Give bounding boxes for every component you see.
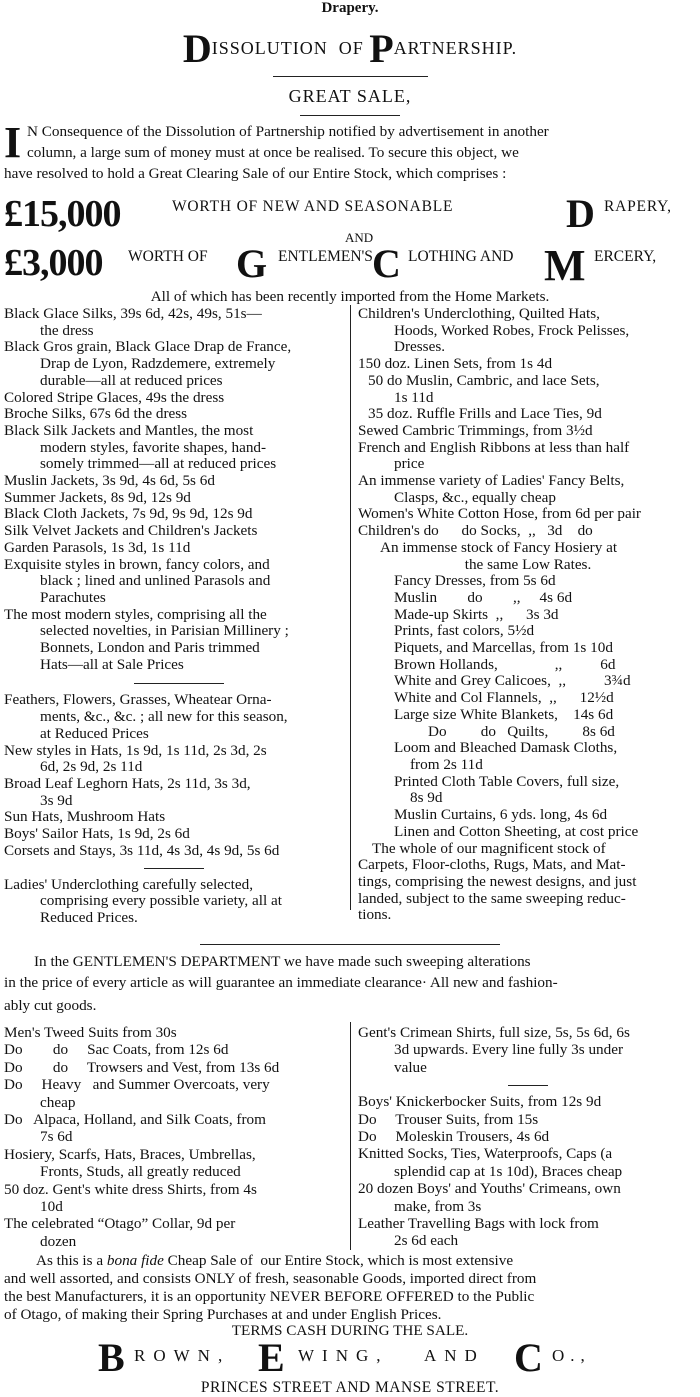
- gents-line-3: ably cut goods.: [4, 997, 97, 1014]
- list-item: Muslin Jackets, 3s 9d, 4s 6d, 5s 6d: [4, 472, 215, 490]
- list-item: The most modern styles, comprising all the: [4, 605, 267, 623]
- list-item: value: [394, 1058, 427, 1076]
- list-item: Dresses.: [394, 338, 446, 356]
- list-item: White and Col Flannels, ,, 12½d: [394, 689, 614, 707]
- clothing-dropcap-c: C: [372, 241, 401, 286]
- list-item: Drap de Lyon, Radzdemere, extremely: [40, 355, 276, 373]
- list-item: the dress: [40, 321, 94, 339]
- list-item: price: [394, 455, 425, 473]
- list-item: Large size White Blankets, 14s 6d: [394, 705, 614, 723]
- and-label: AND: [345, 230, 374, 245]
- headline-drapery: [4, 192, 121, 236]
- list-item: Ladies' Underclothing carefully selected,: [4, 875, 254, 893]
- subtitle-rule: [300, 115, 400, 116]
- list-item: Do do Sac Coats, from 12s 6d: [4, 1041, 229, 1059]
- clothing-dropcap-m: M: [544, 241, 586, 290]
- gents-line-1: In the GENTLEMEN'S DEPARTMENT we have made such sweeping alterations: [34, 953, 531, 970]
- list-item: Garden Parasols, 1s 3d, 1s 11d: [4, 538, 191, 556]
- firm-co: O.,: [552, 1346, 591, 1365]
- terms-line: TERMS CASH DURING THE SALE.: [231, 1322, 469, 1339]
- list-item: durable—all at reduced prices: [40, 371, 223, 389]
- intro-line-3: have resolved to hold a Great Clearing Sale of our Entire Stock, which comprises :: [4, 165, 507, 182]
- list-item: selected novelties, in Parisian Millinery ;: [40, 622, 289, 640]
- list-item: cheap: [40, 1093, 76, 1111]
- list-item: 6d, 2s 9d, 2s 11d: [40, 758, 143, 776]
- list-item: 35 doz. Ruffle Frills and Lace Ties, 9d: [368, 405, 602, 423]
- list-item: Reduced Prices.: [40, 908, 138, 926]
- clothing-text-d: ERCERY,: [594, 248, 657, 265]
- imported-line: All of which has been recently imported from the Home Markets.: [150, 288, 550, 305]
- gents-right-rule: [508, 1076, 548, 1086]
- closing-line-3: the best Manufacturers, it is an opportunity NEVER BEFORE OFFERED to the Public: [4, 1288, 535, 1305]
- list-item: 7s 6d: [40, 1128, 73, 1146]
- list-item: the same Low Rates.: [464, 555, 592, 573]
- left-col-rule-2: [144, 860, 204, 869]
- section-rule: [200, 944, 500, 945]
- list-item: somely trimmed—all at reduced prices: [40, 455, 277, 473]
- list-item: Do Heavy and Summer Overcoats, very: [4, 1076, 270, 1094]
- title-dropcap-d: D: [182, 26, 212, 71]
- list-item: 50 do Muslin, Cambric, and lace Sets,: [368, 371, 600, 389]
- list-item: Do Trouser Suits, from 15s: [358, 1110, 539, 1128]
- list-item: splendid cap at 1s 10d), Braces cheap: [394, 1162, 623, 1180]
- list-item: Silk Velvet Jackets and Children's Jackets: [4, 522, 258, 540]
- list-item: Loom and Bleached Damask Cloths,: [394, 739, 618, 757]
- closing-line-4: of Otago, of making their Spring Purchases at and under English Prices.: [4, 1306, 442, 1323]
- list-item: dozen: [40, 1232, 77, 1250]
- list-item: Do Moleskin Trousers, 4s 6d: [358, 1128, 550, 1146]
- section-label: Drapery.: [321, 0, 379, 16]
- list-item: Muslin do ,, 4s 6d: [394, 588, 573, 606]
- clothing-dropcap-g: G: [236, 241, 268, 286]
- list-item: Women's White Cotton Hose, from 6d per pair: [358, 505, 641, 523]
- closing-line-1: [36, 1252, 513, 1270]
- list-item: Do do Trowsers and Vest, from 13s 6d: [4, 1058, 280, 1076]
- title-part1: ISSOLUTION OF: [211, 38, 370, 58]
- clothing-text-b: ENTLEMEN'S: [278, 248, 377, 265]
- list-item: comprising every possible variety, all at: [40, 892, 282, 910]
- title-dropcap-p: P: [369, 26, 394, 71]
- intro-line-1: N Consequence of the Dissolution of Partnership notified by advertisement in another: [27, 123, 549, 140]
- title-dissolution: [0, 25, 700, 69]
- list-item: Muslin Curtains, 6 yds. long, 4s 6d: [394, 806, 608, 824]
- gents-left-column: [4, 1024, 344, 1250]
- list-item: Piquets, and Marcellas, from 1s 10d: [394, 639, 613, 657]
- list-item: Made-up Skirts ,, 3s 3d: [394, 605, 559, 623]
- list-item: tions.: [358, 906, 392, 924]
- list-item: Do do Quilts, 8s 6d: [428, 722, 615, 740]
- intro-dropcap: I: [4, 118, 22, 167]
- closing-line-2: and well assorted, and consists ONLY of fresh, seasonable Goods, imported direct from: [4, 1270, 537, 1287]
- list-item: Broad Leaf Leghorn Hats, 2s 11d, 3s 3d,: [4, 774, 251, 792]
- list-item: Men's Tweed Suits from 30s: [4, 1024, 177, 1041]
- list-item: modern styles, favorite shapes, hand-: [40, 438, 267, 456]
- clothing-text-c: LOTHING AND: [408, 248, 518, 265]
- drapery-text-b: RAPERY,: [604, 198, 672, 215]
- closing-line-1b: Cheap Sale of our Entire Stock, which is most extensive: [163, 1252, 514, 1269]
- left-col-rule: [134, 673, 224, 684]
- list-item: Leather Travelling Bags with lock from: [358, 1215, 599, 1233]
- list-item: Gent's Crimean Shirts, full size, 5s, 5s 6d, 6s: [358, 1024, 630, 1041]
- list-item: 8s 9d: [410, 789, 443, 807]
- drapery-dropcap-d: D: [566, 191, 595, 236]
- list-item: 150 doz. Linen Sets, from 1s 4d: [358, 355, 553, 373]
- list-item: 2s 6d each: [394, 1232, 459, 1250]
- list-item: Do Alpaca, Holland, and Silk Coats, from: [4, 1111, 266, 1129]
- closing-line-1a: As this is a: [36, 1252, 107, 1269]
- list-item: Linen and Cotton Sheeting, at cost price: [394, 822, 639, 840]
- list-item: Black Cloth Jackets, 7s 9d, 9s 9d, 12s 9d: [4, 505, 253, 523]
- list-item: The whole of our magnificent stock of: [372, 839, 606, 857]
- column-divider: [350, 305, 351, 910]
- drapery-text-a: WORTH OF NEW AND SEASONABLE: [172, 198, 458, 215]
- list-item: Children's Underclothing, Quilted Hats,: [358, 305, 600, 322]
- list-item: Printed Cloth Table Covers, full size,: [394, 772, 620, 790]
- list-item: Prints, fast colors, 5½d: [394, 622, 535, 640]
- drapery-right-column: [358, 306, 698, 924]
- list-item: Summer Jackets, 8s 9d, 12s 9d: [4, 488, 191, 506]
- gents-right-column: [358, 1024, 698, 1250]
- list-item: Black Glace Silks, 39s 6d, 42s, 49s, 51s—: [4, 305, 262, 322]
- firm-address: PRINCES STREET AND MANSE STREET.: [200, 1379, 500, 1396]
- gents-line-2: in the price of every article as will guarantee an immediate clearance· All new and fashion-: [4, 974, 558, 991]
- list-item: Exquisite styles in brown, fancy colors, and: [4, 555, 270, 573]
- list-item: from 2s 11d: [410, 755, 483, 773]
- list-item: 3d upwards. Every line fully 3s under: [394, 1041, 624, 1059]
- list-item: at Reduced Prices: [40, 724, 149, 742]
- list-item: Brown Hollands, ,, 6d: [394, 655, 616, 673]
- list-item: Hosiery, Scarfs, Hats, Braces, Umbrellas,: [4, 1145, 256, 1163]
- intro-line-2: column, a large sum of money must at once be realised. To secure this object, we: [27, 144, 519, 161]
- list-item: Knitted Socks, Ties, Waterproofs, Caps (a: [358, 1145, 613, 1163]
- list-item: landed, subject to the same sweeping reduc-: [358, 889, 626, 907]
- list-item: Parachutes: [40, 588, 106, 606]
- clothing-text-a: WORTH OF: [128, 248, 212, 265]
- list-item: An immense variety of Ladies' Fancy Belts,: [358, 472, 625, 490]
- list-item: tings, comprising the newest designs, and just: [358, 872, 637, 890]
- list-item: Broche Silks, 67s 6d the dress: [4, 405, 188, 423]
- list-item: The celebrated “Otago” Collar, 9d per: [4, 1215, 236, 1233]
- list-item: 50 doz. Gent's white dress Shirts, from 4s: [4, 1180, 257, 1198]
- amount-3000: £3,000: [4, 242, 103, 284]
- list-item: Sun Hats, Mushroom Hats: [4, 808, 166, 826]
- firm-and: AND: [424, 1346, 485, 1365]
- list-item: 10d: [40, 1198, 63, 1216]
- list-item: Corsets and Stays, 3s 11d, 4s 3d, 4s 9d, 5s 6d: [4, 841, 280, 859]
- list-item: New styles in Hats, 1s 9d, 1s 11d, 2s 3d, 2s: [4, 741, 267, 759]
- list-item: Fancy Dresses, from 5s 6d: [394, 572, 556, 590]
- title-rule: [273, 76, 428, 77]
- closing-bona-fide: bona fide: [106, 1252, 164, 1269]
- list-item: 20 dozen Boys' and Youths' Crimeans, own: [358, 1180, 621, 1198]
- firm-brown: ROWN,: [134, 1346, 231, 1365]
- list-item: Children's do do Socks, ,, 3d do: [358, 522, 593, 540]
- amount-15000: £15,000: [4, 193, 121, 235]
- headline-clothing: [4, 241, 103, 285]
- list-item: ments, &c., &c. ; all new for this season,: [40, 708, 288, 726]
- list-item: Black Gros grain, Black Glace Drap de France,: [4, 338, 292, 356]
- list-item: Fronts, Studs, all greatly reduced: [40, 1163, 241, 1181]
- list-item: make, from 3s: [394, 1197, 482, 1215]
- drapery-text: [172, 198, 458, 216]
- drapery-left-column: [4, 306, 344, 927]
- list-item: Bonnets, London and Paris trimmed: [40, 639, 260, 657]
- list-item: Hats—all at Sale Prices: [40, 655, 184, 673]
- firm-dropcap-c: C: [514, 1335, 543, 1380]
- list-item: Boys' Sailor Hats, 1s 9d, 2s 6d: [4, 825, 190, 843]
- title-part2: ARTNERSHIP.: [393, 38, 518, 58]
- list-item: 3s 9d: [40, 791, 73, 809]
- firm-ewing: WING,: [298, 1346, 389, 1365]
- list-item: black ; lined and unlined Parasols and: [40, 572, 271, 590]
- gents-column-divider: [350, 1022, 351, 1250]
- great-sale-heading: GREAT SALE,: [288, 86, 412, 106]
- list-item: Feathers, Flowers, Grasses, Wheatear Orna-: [4, 691, 272, 709]
- list-item: Boys' Knickerbocker Suits, from 12s 9d: [358, 1093, 602, 1111]
- list-item: White and Grey Calicoes, ,, 3¾d: [394, 672, 631, 690]
- list-item: Colored Stripe Glaces, 49s the dress: [4, 388, 225, 406]
- firm-dropcap-e: E: [258, 1335, 285, 1380]
- list-item: French and English Ribbons at less than half: [358, 438, 630, 456]
- list-item: Hoods, Worked Robes, Frock Pelisses,: [394, 321, 630, 339]
- list-item: Clasps, &c., equally cheap: [394, 488, 556, 506]
- list-item: An immense stock of Fancy Hosiery at: [380, 538, 618, 556]
- firm-dropcap-b: B: [98, 1335, 125, 1380]
- list-item: Carpets, Floor-cloths, Rugs, Mats, and Mat-: [358, 856, 626, 874]
- list-item: Black Silk Jackets and Mantles, the most: [4, 421, 254, 439]
- list-item: 1s 11d: [394, 388, 434, 406]
- list-item: Sewed Cambric Trimmings, from 3½d: [358, 421, 593, 439]
